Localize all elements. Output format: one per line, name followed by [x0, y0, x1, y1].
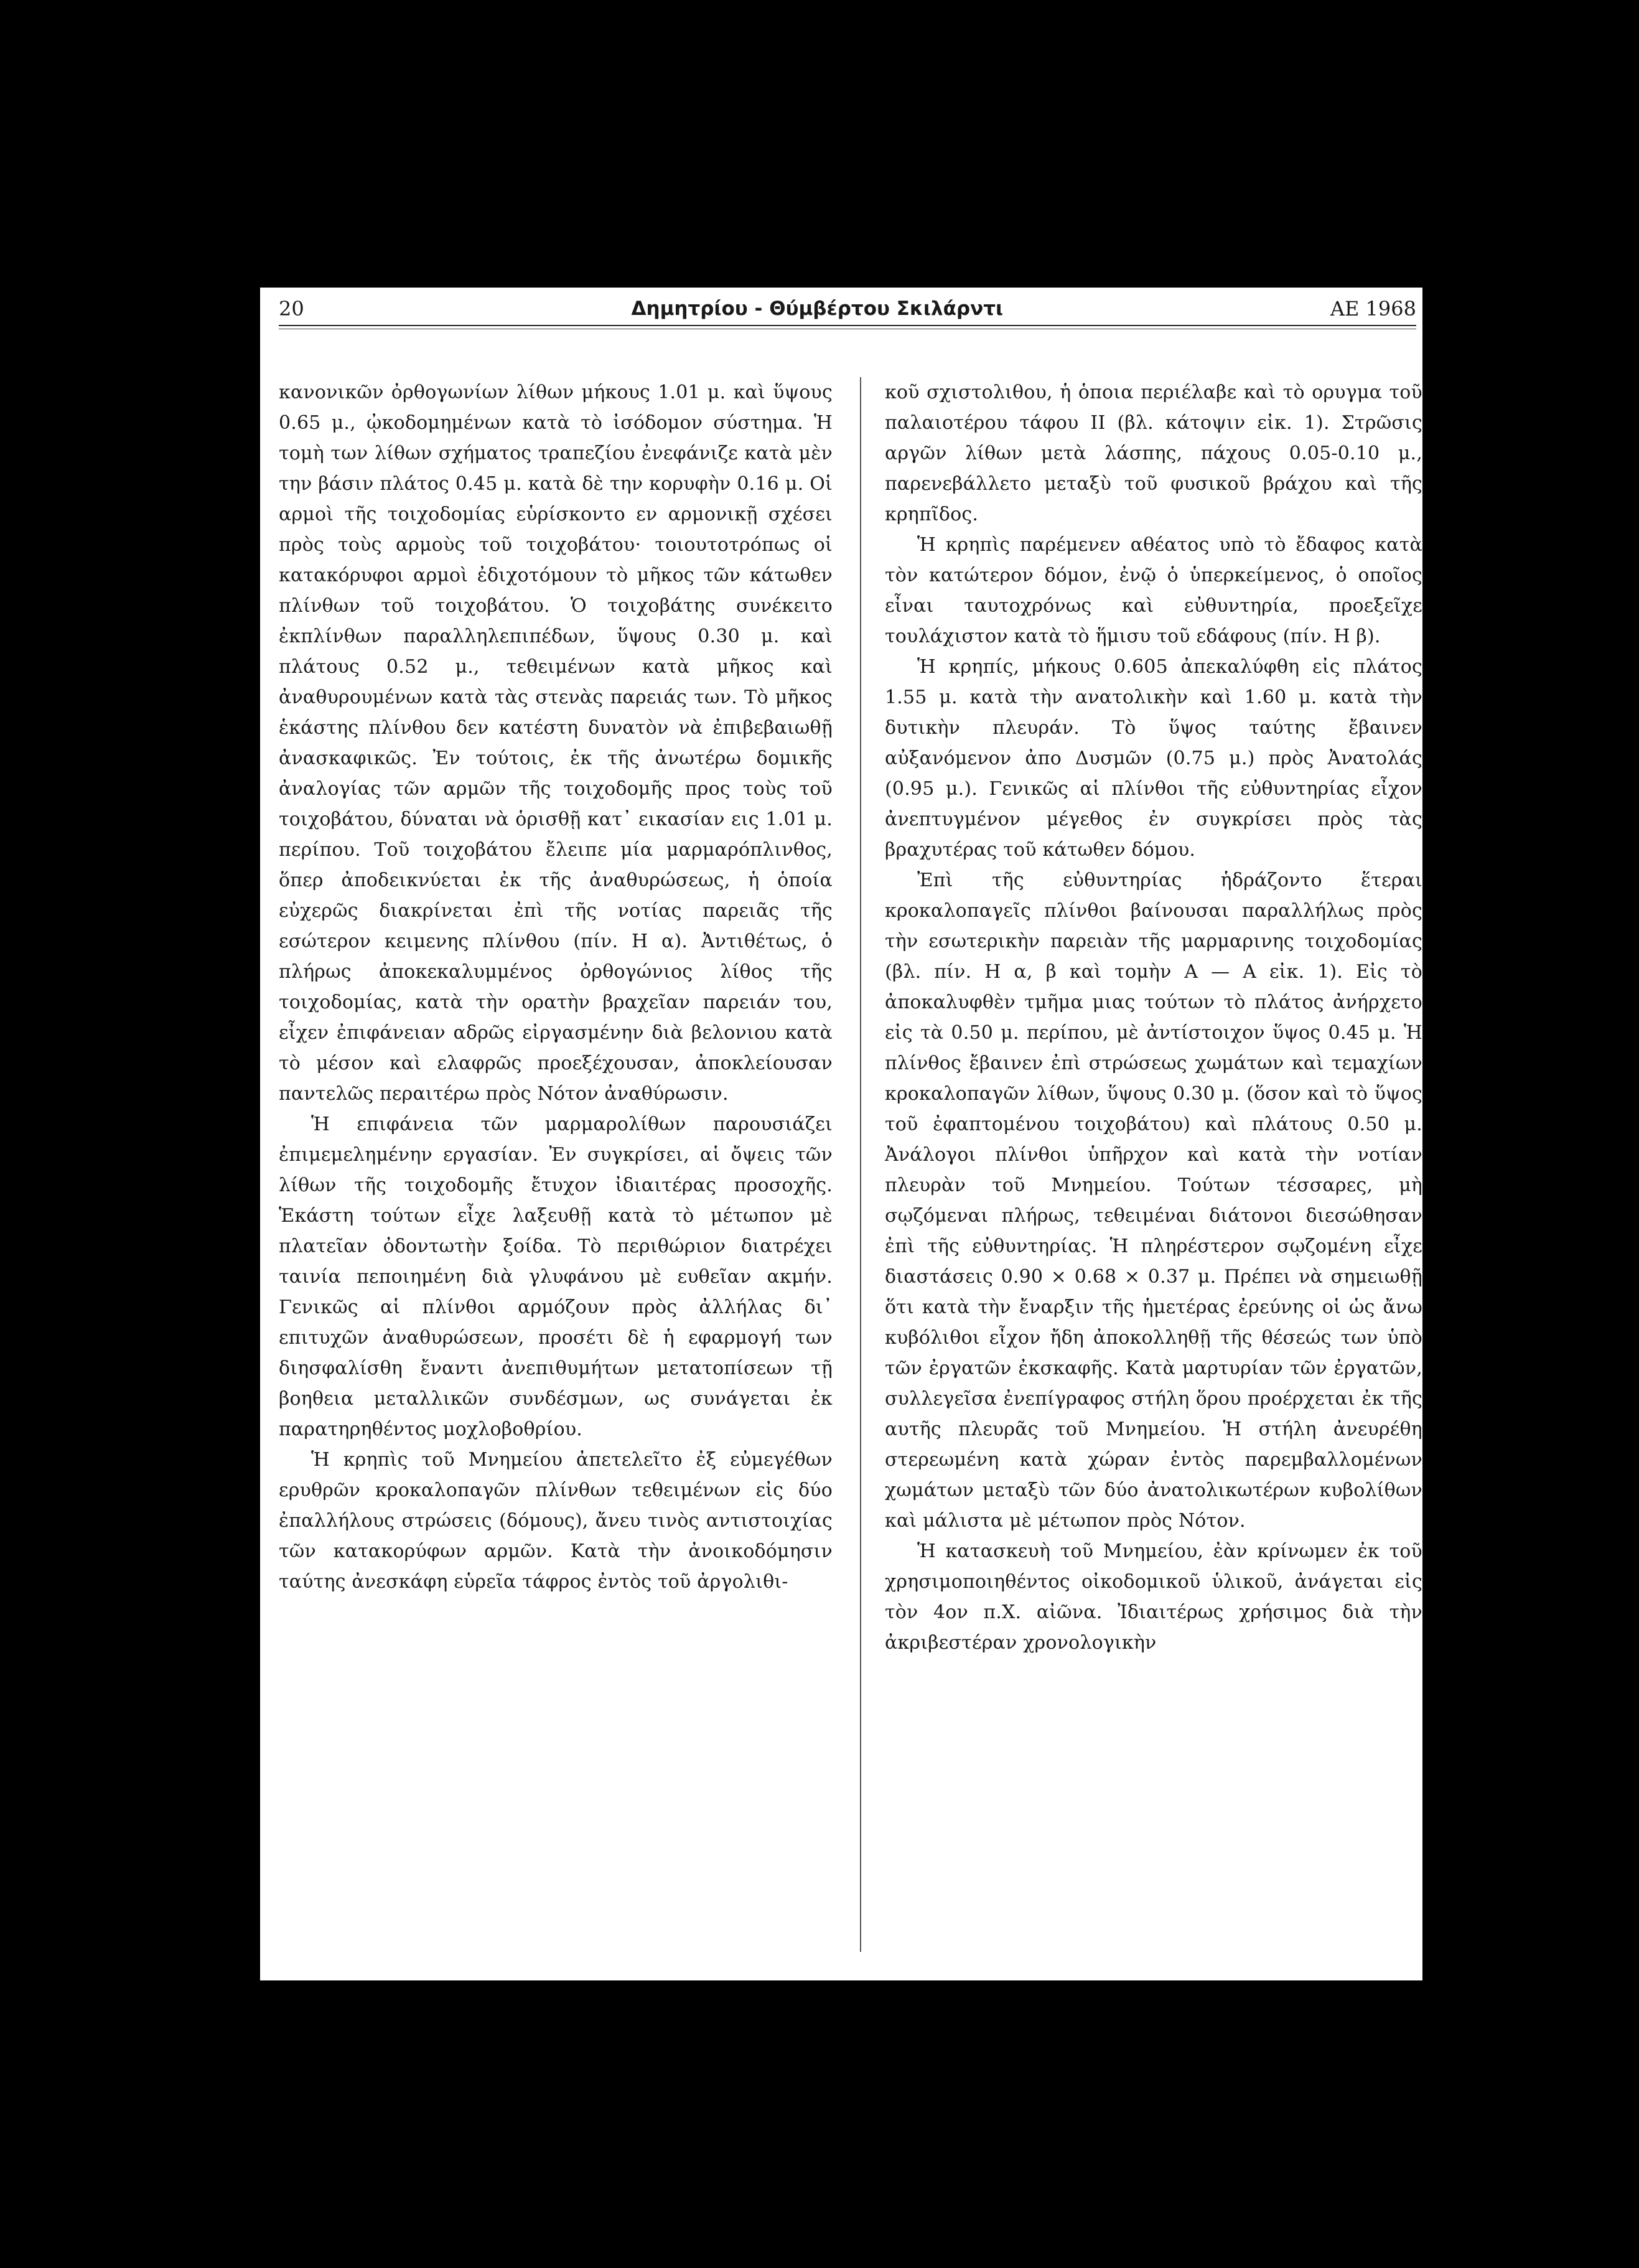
paragraph: Ἡ επιφάνεια τῶν μαρμαρολίθων παρουσιάζει ἐπιμεμελημένην εργασίαν. Ἐν συγκρίσει, αἱ ὄψεις τῶν λίθων τῆς τοιχοδομῆς ἔτυχον ἰδιαιτέρας προσοχῆς. Ἑκάστη τούτων εἶχε λαξευθῇ κατὰ τὸ μέτωπον μὲ πλατεῖαν ὀδοντωτὴν ξοίδα. Τὸ περιθώριον διατρέχει ταινία πεποιημένη διὰ γλυφάνου μὲ ευθεῖαν ακμήν. Γενικῶς αἱ πλίνθοι αρμόζουν πρὸς ἀλλήλας δι᾽ επιτυχῶν ἀναθυρώσεων, προσέτι δὲ ἡ εφαρμογή των διησφαλίσθη ἔναντι ἀνεπιθυμήτων μετατοπίσεων τῇ βοηθεια μεταλλικῶν συνδέσμων, ως συνάγεται ἐκ παρατηρηθέντος μοχλοβοθρίου. [279, 1113, 833, 1440]
paragraph: Ἡ κατασκευὴ τοῦ Μνημείου, ἐὰν κρίνωμεν ἐκ τοῦ χρησιμοποιηθέντος οἰκοδομικοῦ ὑλικοῦ, ἀνάγεται εἰς τὸν 4ον π.Χ. αἰῶνα. Ἰδιαιτέρως χρήσιμος διὰ τὴν ἀκριβεστέραν χρονολογικὴν [885, 1540, 1422, 1654]
running-title: Δημητρίου - Θύμβέρτου Σκιλάρντι [631, 298, 1004, 320]
paragraph: Ἡ κρηπίς, μήκους 0.605 ἀπεκαλύφθη εἰς πλάτος 1.55 μ. κατὰ τὴν ανατολικὴν καὶ 1.60 μ. κατὰ τὴν δυτικὴν πλευράν. Τὸ ὕψος ταύτης ἔβαινεν αὐξανόμενον ἀπο Δυσμῶν (0.75 μ.) πρὸς Ἀνατολάς (0.95 μ.). Γενικῶς αἱ πλίνθοι τῆς εὐθυντηρίας εἶχον ἀνεπτυγμένον μέγεθος ἐν συγκρίσει πρὸς τὰς βραχυτέρας τοῦ κάτωθεν δόμου. [885, 656, 1422, 861]
journal-reference: ΑΕ 1968 [1330, 297, 1416, 321]
paragraph: κοῦ σχιστολιθου, ἡ ὁποια περιέλαβε καὶ τὸ ορυγμα τοῦ παλαιοτέρου τάφου II (βλ. κάτοψιν εἰκ. 1). Στρῶσις αργῶν λίθων μετὰ λάσπης, πάχους 0.05-0.10 μ., παρενεβάλλετο μεταξὺ τοῦ φυσικοῦ βράχου καὶ τῆς κρηπῖδος. [885, 382, 1422, 525]
text-column-right [885, 377, 1422, 1658]
running-head [279, 293, 1416, 320]
paragraph: Ἡ κρηπὶς τοῦ Μνημείου ἀπετελεῖτο ἐξ εὐμεγέθων ερυθρῶν κροκαλοπαγῶν πλίνθων τεθειμένων εἰς δύο ἐπαλλήλους στρώσεις (δόμους), ἄνευ τινὸς αντιστοιχίας τῶν κατακορύφων αρμῶν. Κατὰ τὴν ἀνοικοδόμησιν ταύτης ἀνεσκάφη εὑρεῖα τάφρος ἐντὸς τοῦ ἀργολιθι- [279, 1449, 833, 1593]
paragraph: κανονικῶν ὀρθογωνίων λίθων μήκους 1.01 μ. καὶ ὕψους 0.65 μ., ᾠκοδομημένων κατὰ τὸ ἰσόδομον σύστημα. Ἡ τομὴ των λίθων σχήματος τραπεζίου ἐνεφάνιζε κατὰ μὲν την βάσιν πλάτος 0.45 μ. κατὰ δὲ την κορυφὴν 0.16 μ. Οἱ αρμοὶ τῆς τοιχοδομίας εὑρίσκοντο εν αρμονικῇ σχέσει πρὸς τοὺς αρμοὺς τοῦ τοιχοβάτου· τοιουτοτρόπως οἱ κατακόρυφοι αρμοὶ ἐδιχοτόμουν τὸ μῆκος τῶν κάτωθεν πλίνθων τοῦ τοιχοβάτου. Ὁ τοιχοβάτης συνέκειτο ἐκπλίνθων παραλληλεπιπέδων, ὕψους 0.30 μ. καὶ πλάτους 0.52 μ., τεθειμένων κατὰ μῆκος καὶ ἀναθυρουμένων κατὰ τὰς στενὰς παρειάς των. Τὸ μῆκος ἑκάστης πλίνθου δεν κατέστη δυνατὸν νὰ ἐπιβεβαιωθῇ ἀνασκαφικῶς. Ἐν τούτοις, ἐκ τῆς ἀνωτέρω δομικῆς ἀναλογίας τῶν αρμῶν τῆς τοιχοδομῆς προς τοὺς τοῦ τοιχοβάτου, δύναται νὰ ὁρισθῇ κατ᾽ εικασίαν εις 1.01 μ. περίπου. Τοῦ τοιχοβάτου ἔλειπε μία μαρμαρόπλινθος, ὅπερ ἀποδεικνύεται ἐκ τῆς ἀναθυρώσεως, ἡ ὁποία εὐχερῶς διακρίνεται ἐπὶ τῆς νοτίας παρειᾶς τῆς εσώτερον κειμενης πλίνθου (πίν. Η α). Ἀντιθέτως, ὁ πλήρως ἀποκεκαλυμμένος ὀρθογώνιος λίθος τῆς τοιχοδομίας, κατὰ τὴν ορατὴν βραχεῖαν παρειάν του, εἶχεν ἐπιφάνειαν αδρῶς εἰργασμένην διὰ βελονιου κατὰ τὸ μέσον καὶ ελαφρῶς προεξέχουσαν, ἀποκλείουσαν παντελῶς περαιτέρω πρὸς Νότον ἀναθύρωσιν. [279, 382, 833, 1105]
paragraph: Ἡ κρηπὶς παρέμενεν αθέατος υπὸ τὸ ἔδαφος κατὰ τὸν κατώτερον δόμον, ἐνῷ ὁ ὑπερκείμενος, ὁ οποῖος εἶναι ταυτοχρόνως καὶ εὐθυντηρία, προεξεῖχε τουλάχιστον κατὰ τὸ ἥμισυ τοῦ εδάφους (πίν. Η β). [885, 534, 1422, 647]
paragraph: Ἐπὶ τῆς εὐθυντηρίας ἡδράζοντο ἕτεραι κροκαλοπαγεῖς πλίνθοι βαίνουσαι παραλλήλως πρὸς τὴν εσωτερικὴν παρειὰν τῆς μαρμαρινης τοιχοδομίας (βλ. πίν. Η α, β καὶ τομὴν Α — Α εἰκ. 1). Εἰς τὸ ἀποκαλυφθὲν τμῆμα μιας τούτων τὸ πλάτος ἀνήρχετο εἰς τὰ 0.50 μ. περίπου, μὲ ἀντίστοιχον ὕψος 0.45 μ. Ἡ πλίνθος ἔβαινεν ἐπὶ στρώσεως χωμάτων καὶ τεμαχίων κροκαλοπαγῶν λίθων, ὕψους 0.30 μ. (ὅσον καὶ τὸ ὕψος τοῦ ἐφαπτομένου τοιχοβάτου) καὶ πλάτους 0.50 μ. Ἀνάλογοι πλίνθοι ὑπῆρχον καὶ κατὰ τὴν νοτίαν πλευρὰν τοῦ Μνημείου. Τούτων τέσσαρες, μὴ σῳζόμεναι πλήρως, τεθειμέναι διάτονοι διεσώθησαν ἐπὶ τῆς εὐθυντηρίας. Ἡ πληρέστερον σῳζομένη εἶχε διαστάσεις 0.90 × 0.68 × 0.37 μ. Πρέπει νὰ σημειωθῇ ὅτι κατὰ τὴν ἔναρξιν τῆς ἡμετέρας ἐρεύνης οἱ ὡς ἄνω κυβόλιθοι εἶχον ἤδη ἀποκολληθῇ τῆς θέσεώς των ὑπὸ τῶν ἐργατῶν ἐκσκαφῆς. Κατὰ μαρτυρίαν τῶν ἐργατῶν, συλλεγεῖσα ἐνεπίγραφος στήλη ὅρου προέρχεται ἐκ τῆς αυτῆς πλευρᾶς τοῦ Μνημείου. Ἡ στήλη ἀνευρέθη στερεωμένη κατὰ χώραν ἐντὸς παρεμβαλλομένων χωμάτων μεταξὺ τῶν δύο ἀνατολικωτέρων κυβολίθων καὶ μάλιστα μὲ μέτωπον πρὸς Νότον. [885, 869, 1422, 1532]
header-rule [279, 325, 1416, 326]
book-page [260, 288, 1422, 1980]
column-divider [860, 377, 861, 1952]
page-number: 20 [279, 297, 304, 321]
text-column-left [279, 377, 833, 1597]
